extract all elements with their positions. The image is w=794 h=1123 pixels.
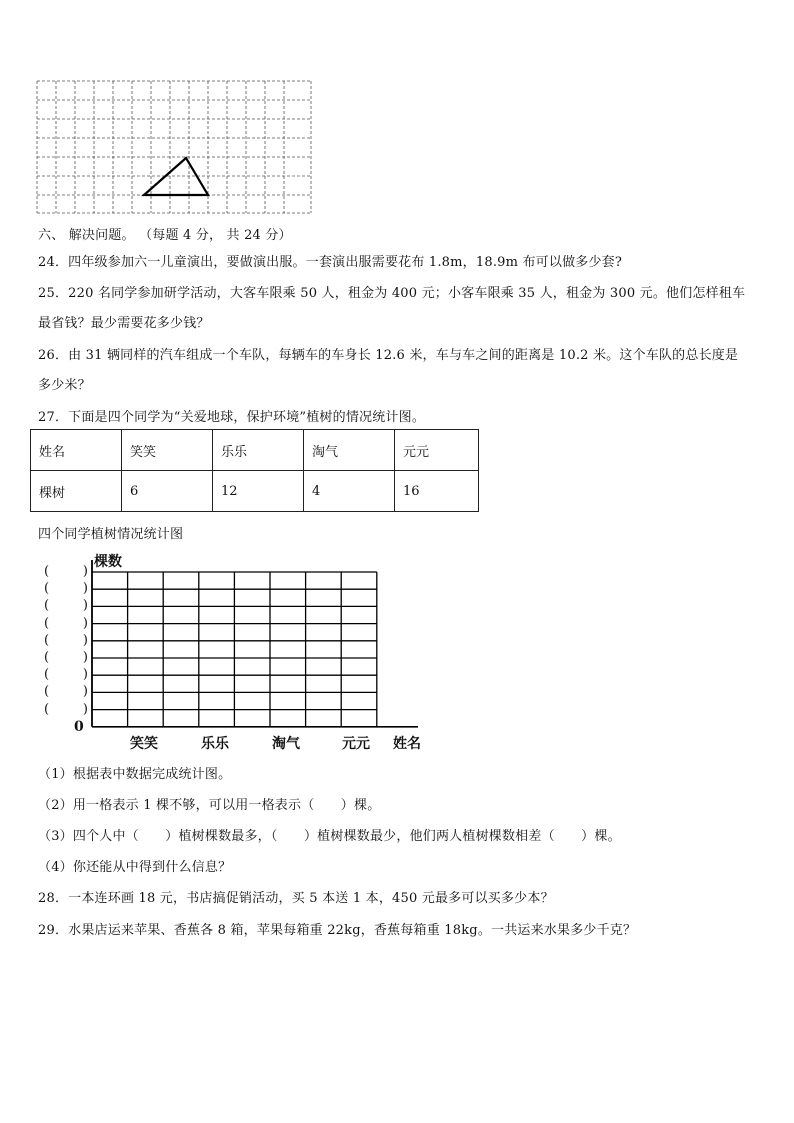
question-27-sub-1: （1）根据表中数据完成统计图。 bbox=[38, 767, 232, 782]
question-26-line-1: 26．由 31 辆同样的汽车组成一个车队，每辆车的车身长 12.6 米，车与车之间的距离是 10.2 米。这个车队的总长度是 bbox=[38, 348, 739, 363]
chart-ylabel: 棵数 bbox=[94, 554, 122, 570]
question-28: 28．一本连环画 18 元，书店搞促销活动，买 5 本送 1 本，450 元最多可以买多少本？ bbox=[38, 891, 554, 906]
table-header-label: 姓名 bbox=[31, 430, 122, 471]
grid-triangle-figure bbox=[36, 80, 314, 216]
x-tick-label: 元元 bbox=[342, 736, 370, 752]
section-heading: 六、 解决问题。 （每题 4 分， 共 24 分） bbox=[38, 228, 292, 243]
question-29: 29．水果店运来苹果、香蕉各 8 箱，苹果每箱重 22kg，香蕉每箱重 18kg。一共运来水果多少千克？ bbox=[38, 923, 637, 938]
dashed-grid bbox=[37, 81, 311, 213]
chart-title: 四个同学植树情况统计图 bbox=[38, 527, 184, 542]
table-row-names bbox=[31, 430, 479, 471]
chart-xlabel: 姓名 bbox=[393, 736, 421, 752]
question-25-line-2: 最省钱？最少需要花多少钱？ bbox=[38, 316, 210, 331]
question-27-sub-4: （4）你还能从中得到什么信息？ bbox=[38, 860, 232, 875]
table-name-cell: 淘气 bbox=[304, 430, 395, 471]
table-value-cell: 16 bbox=[395, 471, 479, 512]
table-value-cell: 12 bbox=[213, 471, 304, 512]
bar-chart bbox=[80, 560, 430, 740]
question-27-sub-3: （3）四个人中（ ）植树棵数最多，（ ）植树棵数最少，他们两人植树棵数相差（ ）棵。 bbox=[38, 829, 621, 844]
question-27: 27．下面是四个同学为“关爱地球，保护环境”植树的情况统计图。 bbox=[38, 410, 426, 425]
question-24: 24．四年级参加六一儿童演出，要做演出服。一套演出服需要花布 1.8m，18.9m 布可以做多少套? bbox=[38, 255, 623, 270]
table-name-cell: 乐乐 bbox=[213, 430, 304, 471]
table-value-cell: 4 bbox=[304, 471, 395, 512]
triangle-shape bbox=[144, 158, 208, 195]
x-tick-label: 笑笑 bbox=[130, 736, 158, 752]
x-tick-label: 淘气 bbox=[272, 736, 300, 752]
question-25-line-1: 25．220 名同学参加研学活动，大客车限乘 50 人，租金为 400 元；小客车限乘 35 人，租金为 300 元。他们怎样租车 bbox=[38, 286, 746, 301]
table-row-label: 棵树 bbox=[31, 471, 122, 512]
chart-origin: 0 bbox=[74, 719, 84, 735]
question-26-line-2: 多少米？ bbox=[38, 378, 91, 393]
question-27-sub-2: （2）用一格表示 1 棵不够，可以用一格表示（ ）棵。 bbox=[38, 798, 381, 813]
table-row-values bbox=[31, 471, 479, 512]
table-name-cell: 笑笑 bbox=[122, 430, 213, 471]
planting-table bbox=[30, 429, 479, 512]
x-tick-label: 乐乐 bbox=[201, 736, 229, 752]
chart-grid bbox=[92, 560, 418, 727]
table-name-cell: 元元 bbox=[395, 430, 479, 471]
table-value-cell: 6 bbox=[122, 471, 213, 512]
